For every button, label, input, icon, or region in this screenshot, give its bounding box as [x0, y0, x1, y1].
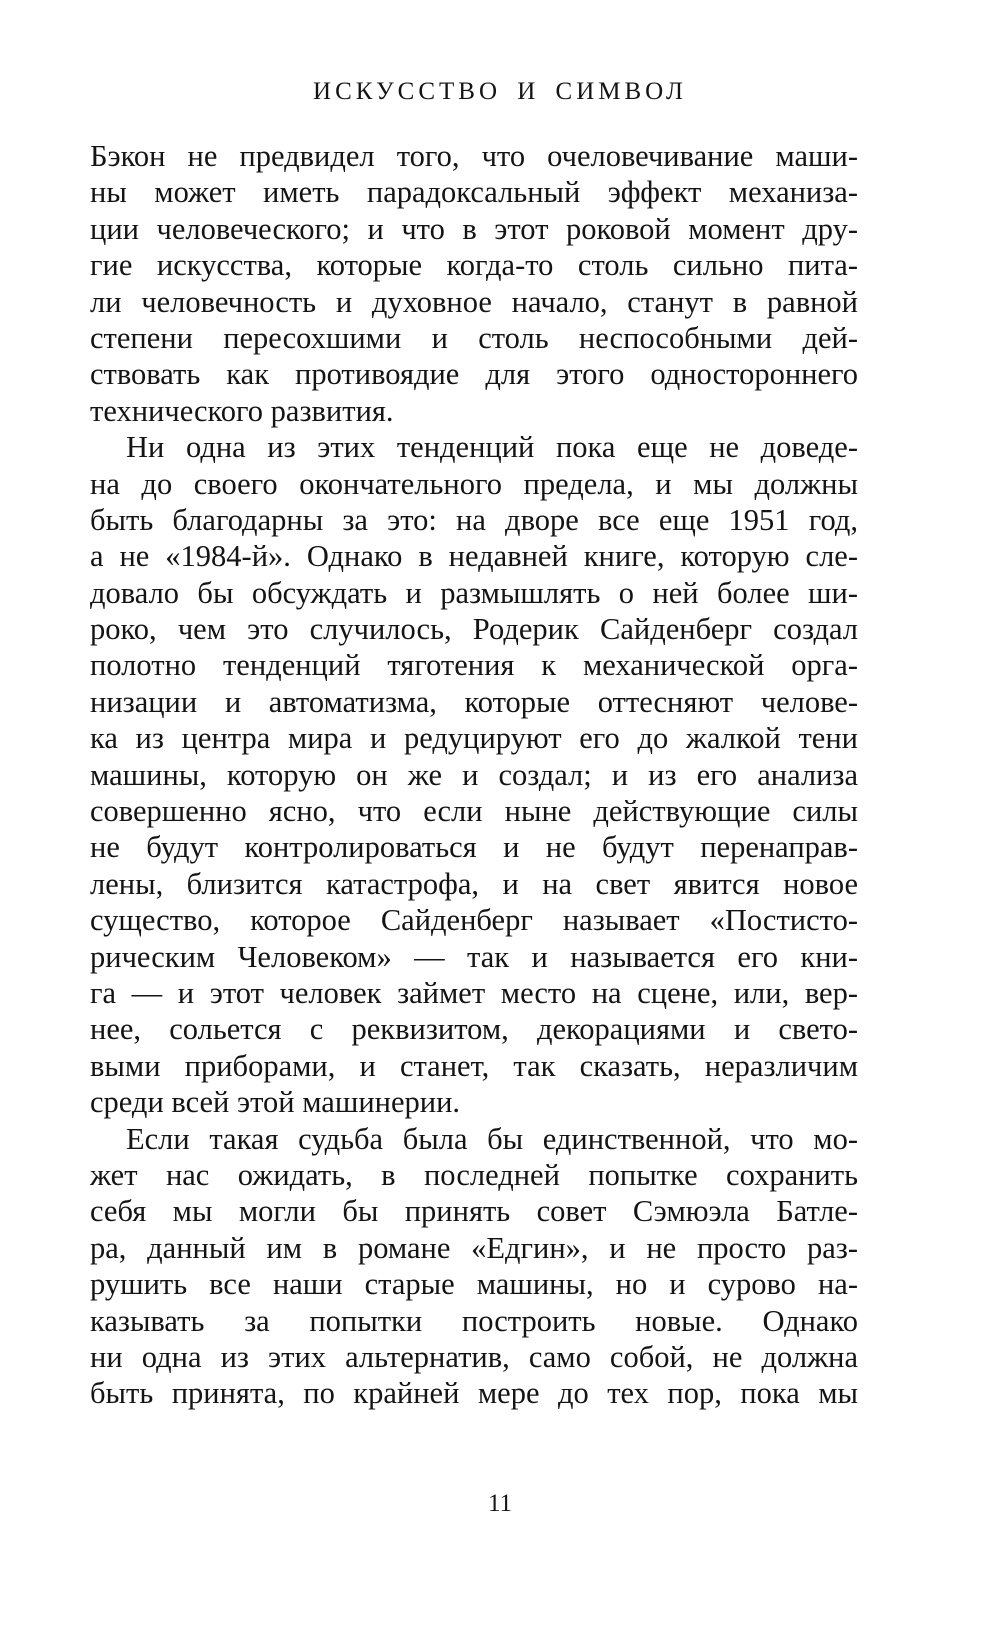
text-line: на до своего окончательного предела, и мы должны: [90, 466, 858, 501]
text-line: низации и автоматизма, которые оттесняют челове-: [90, 684, 858, 719]
text-line: га — и этот человек займет место на сцене, или, вер-: [90, 975, 858, 1010]
text-line: ны может иметь парадоксальный эффект механиза-: [90, 175, 858, 210]
text-line: нее, сольется с реквизитом, декорациями и свето-: [90, 1012, 858, 1047]
page-number: 11: [487, 1490, 513, 1517]
text-line: ствовать как противоядие для этого одностороннего: [90, 357, 858, 392]
text-line: ции человеческого; и что в этот роковой момент дру-: [90, 211, 858, 246]
text-line: ка из центра мира и редуцируют его до жалкой тени: [90, 721, 858, 756]
text-line: полотно тенденций тяготения к механической орга-: [90, 648, 858, 683]
text-line: выми приборами, и станет, так сказать, неразличим: [90, 1048, 858, 1083]
text-line: быть благодарны за это: на дворе все еще 1951 год,: [90, 502, 858, 537]
text-line: Если такая судьба была бы единственной, что мо-: [126, 1121, 858, 1156]
text-line: совершенно ясно, что если ныне действующие силы: [90, 794, 858, 829]
text-line: а не «1984-й». Однако в недавней книге, которую сле-: [90, 539, 858, 574]
text-line: лены, близится катастрофа, и на свет явится новое: [90, 866, 858, 901]
text-line: Бэкон не предвидел того, что очеловечивание маши-: [90, 139, 858, 173]
text-line: рушить все наши старые машины, но и сурово на-: [90, 1267, 858, 1302]
text-line: роко, чем это случилось, Родерик Сайденберг создал: [90, 612, 858, 647]
text-line: степени пересохшими и столь неспособными дей-: [90, 320, 858, 355]
text-line: довало бы обсуждать и размышлять о ней более ши-: [90, 575, 858, 610]
text-line: машины, которую он же и создал; и из его анализа: [90, 757, 858, 792]
text-line: ли человечность и духовное начало, станут в равной: [90, 284, 858, 319]
text-line: не будут контролироваться и не будут перенаправ-: [90, 830, 858, 865]
text-line: ни одна из этих альтернатив, само собой, не должна: [90, 1339, 858, 1374]
text-line: рическим Человеком» — так и называется его кни-: [90, 939, 858, 974]
text-line: казывать за попытки построить новые. Однако: [90, 1303, 858, 1338]
body-text: [90, 138, 858, 1412]
text-line: существо, которое Сайденберг называет «Постисто-: [90, 903, 858, 938]
text-line: среди всей этой машинерии.: [90, 1085, 461, 1120]
text-line: гие искусства, которые когда-то столь сильно пита-: [90, 248, 858, 283]
text-line: жет нас ожидать, в последней попытке сохранить: [90, 1157, 858, 1192]
text-line: быть принята, по крайней мере до тех пор, пока мы: [90, 1376, 858, 1411]
text-line: себя мы могли бы принять совет Сэмюэла Батле-: [90, 1194, 858, 1229]
text-line: ра, данный им в романе «Едгин», и не просто раз-: [90, 1230, 858, 1265]
text-line: Ни одна из этих тенденций пока еще не доведе-: [126, 430, 858, 465]
running-head: ИСКУССТВО И СИМВОЛ: [313, 78, 687, 105]
text-line: технического развития.: [90, 393, 394, 428]
